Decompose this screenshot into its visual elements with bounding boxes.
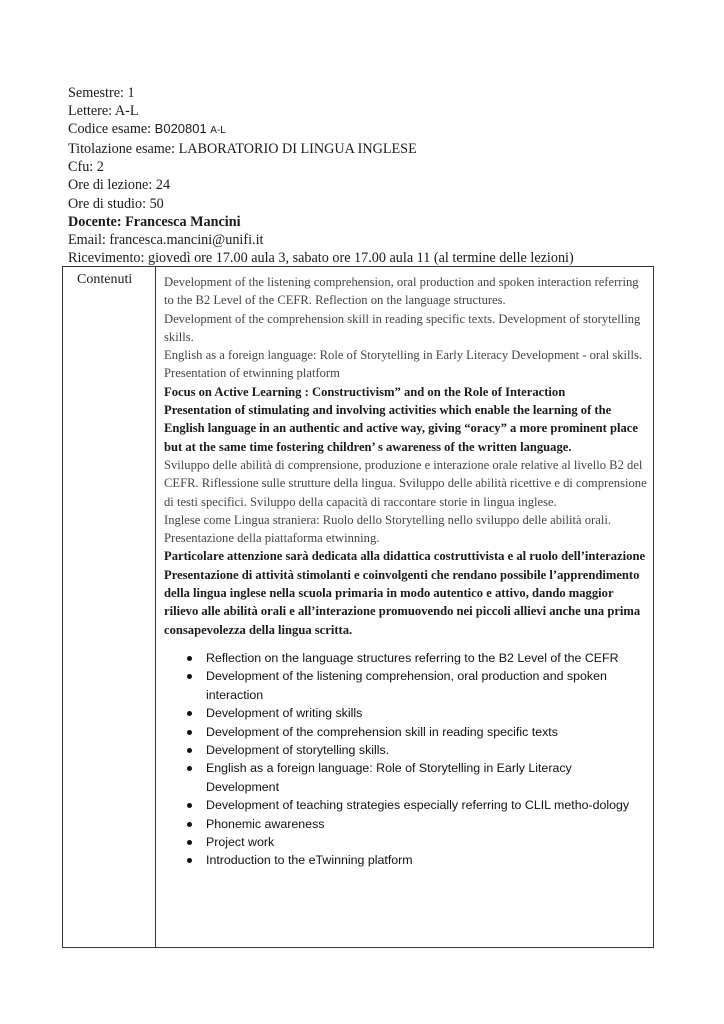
ore-lezione-line: Ore di lezione: 24 [68, 177, 171, 194]
list-item: Introduction to the eTwinning platform [206, 851, 648, 869]
docente-line: Docente: Francesca Mancini [68, 213, 241, 230]
semestre-line: Semestre: 1 [68, 85, 135, 101]
list-item: Development of the listening comprehension, oral production and spoken interaction [206, 667, 648, 704]
description-paragraph: Particolare attenzione sarà dedicata alla didattica costruttivista e al ruolo dell’interazione [164, 549, 646, 564]
description-paragraph: Development of the listening comprehension, oral production and spoken interaction referring to the B2 Level of the CEFR. Reflection on the language structures. [164, 275, 639, 308]
contenuti-label: Contenuti [77, 272, 133, 287]
codice-line [68, 120, 688, 140]
description-paragraph: Sviluppo delle abilità di comprensione, produzione e interazione orale relative al livello B2 del CEFR. Riflessione sulle strutture della lingua. Sviluppo delle abilità ricettive e di comprensione di testi specifici. Sviluppo della capacità di raccontare storie in lingua inglese. [164, 457, 647, 509]
course-header [68, 84, 688, 267]
list-item: Development of teaching strategies especially referring to CLIL metho-dology [206, 796, 648, 814]
codice-label: Codice esame: [68, 121, 155, 138]
ricevimento-line: Ricevimento: giovedì ore 17.00 aula 3, sabato ore 17.00 aula 11 (al termine delle lezioni) [68, 249, 574, 266]
ore-studio-line: Ore di studio: 50 [68, 195, 164, 212]
description-paragraphs [164, 273, 648, 639]
lettere-line: Lettere: A-L [68, 103, 139, 120]
list-item: Development of the comprehension skill in reading specific texts [206, 723, 648, 741]
codice-value: B020801 [154, 121, 207, 137]
description-paragraph: Inglese come Lingua straniera: Ruolo dello Storytelling nello sviluppo delle abilità orali. Presentazione della piattaforma etwinning. [164, 512, 611, 546]
description-paragraph: Focus on Active Learning : Constructivism” and on the Role of Interaction [164, 384, 566, 399]
list-item: English as a foreign language: Role of Storytelling in Early Literacy Development [206, 759, 648, 796]
list-item: Project work [206, 833, 648, 851]
description-paragraph: Presentazione di attività stimolanti e coinvolgenti che rendano possibile l’apprendimento della lingua inglese nella scuola primaria in modo autentico e attivo, dando maggior rilievo alle abilità orali e all’interazione promuovendo nei piccoli allievi anche una prima consapevolezza della lingua scritta. [164, 567, 641, 637]
list-item: Development of writing skills [206, 704, 648, 722]
list-item: Reflection on the language structures referring to the B2 Level of the CEFR [206, 649, 648, 667]
topics-list [164, 649, 648, 870]
email-line: Email: francesca.mancini@unifi.it [68, 231, 264, 248]
description-paragraph: Development of the comprehension skill in reading specific texts. Development of storytelling skills. [164, 311, 641, 344]
titolazione-line: Titolazione esame: LABORATORIO DI LINGUA INGLESE [68, 141, 417, 158]
column-divider [155, 267, 156, 947]
codice-suffix: A-L [210, 125, 226, 137]
description-paragraph: English as a foreign language: Role of Storytelling in Early Literacy Development - oral skills. Presentation of etwinning platform [164, 348, 643, 381]
list-item: Phonemic awareness [206, 815, 648, 833]
contents-table [62, 266, 654, 948]
description-paragraph: Presentation of stimulating and involving activities which enable the learning of the English language in an authentic and active way, giving “oracy” a more prominent place but at the same time fostering children’ s awareness of the written language. [164, 403, 638, 454]
cfu-line: Cfu: 2 [68, 159, 104, 176]
contenuti-cell [164, 273, 648, 870]
list-item: Development of storytelling skills. [206, 741, 648, 759]
